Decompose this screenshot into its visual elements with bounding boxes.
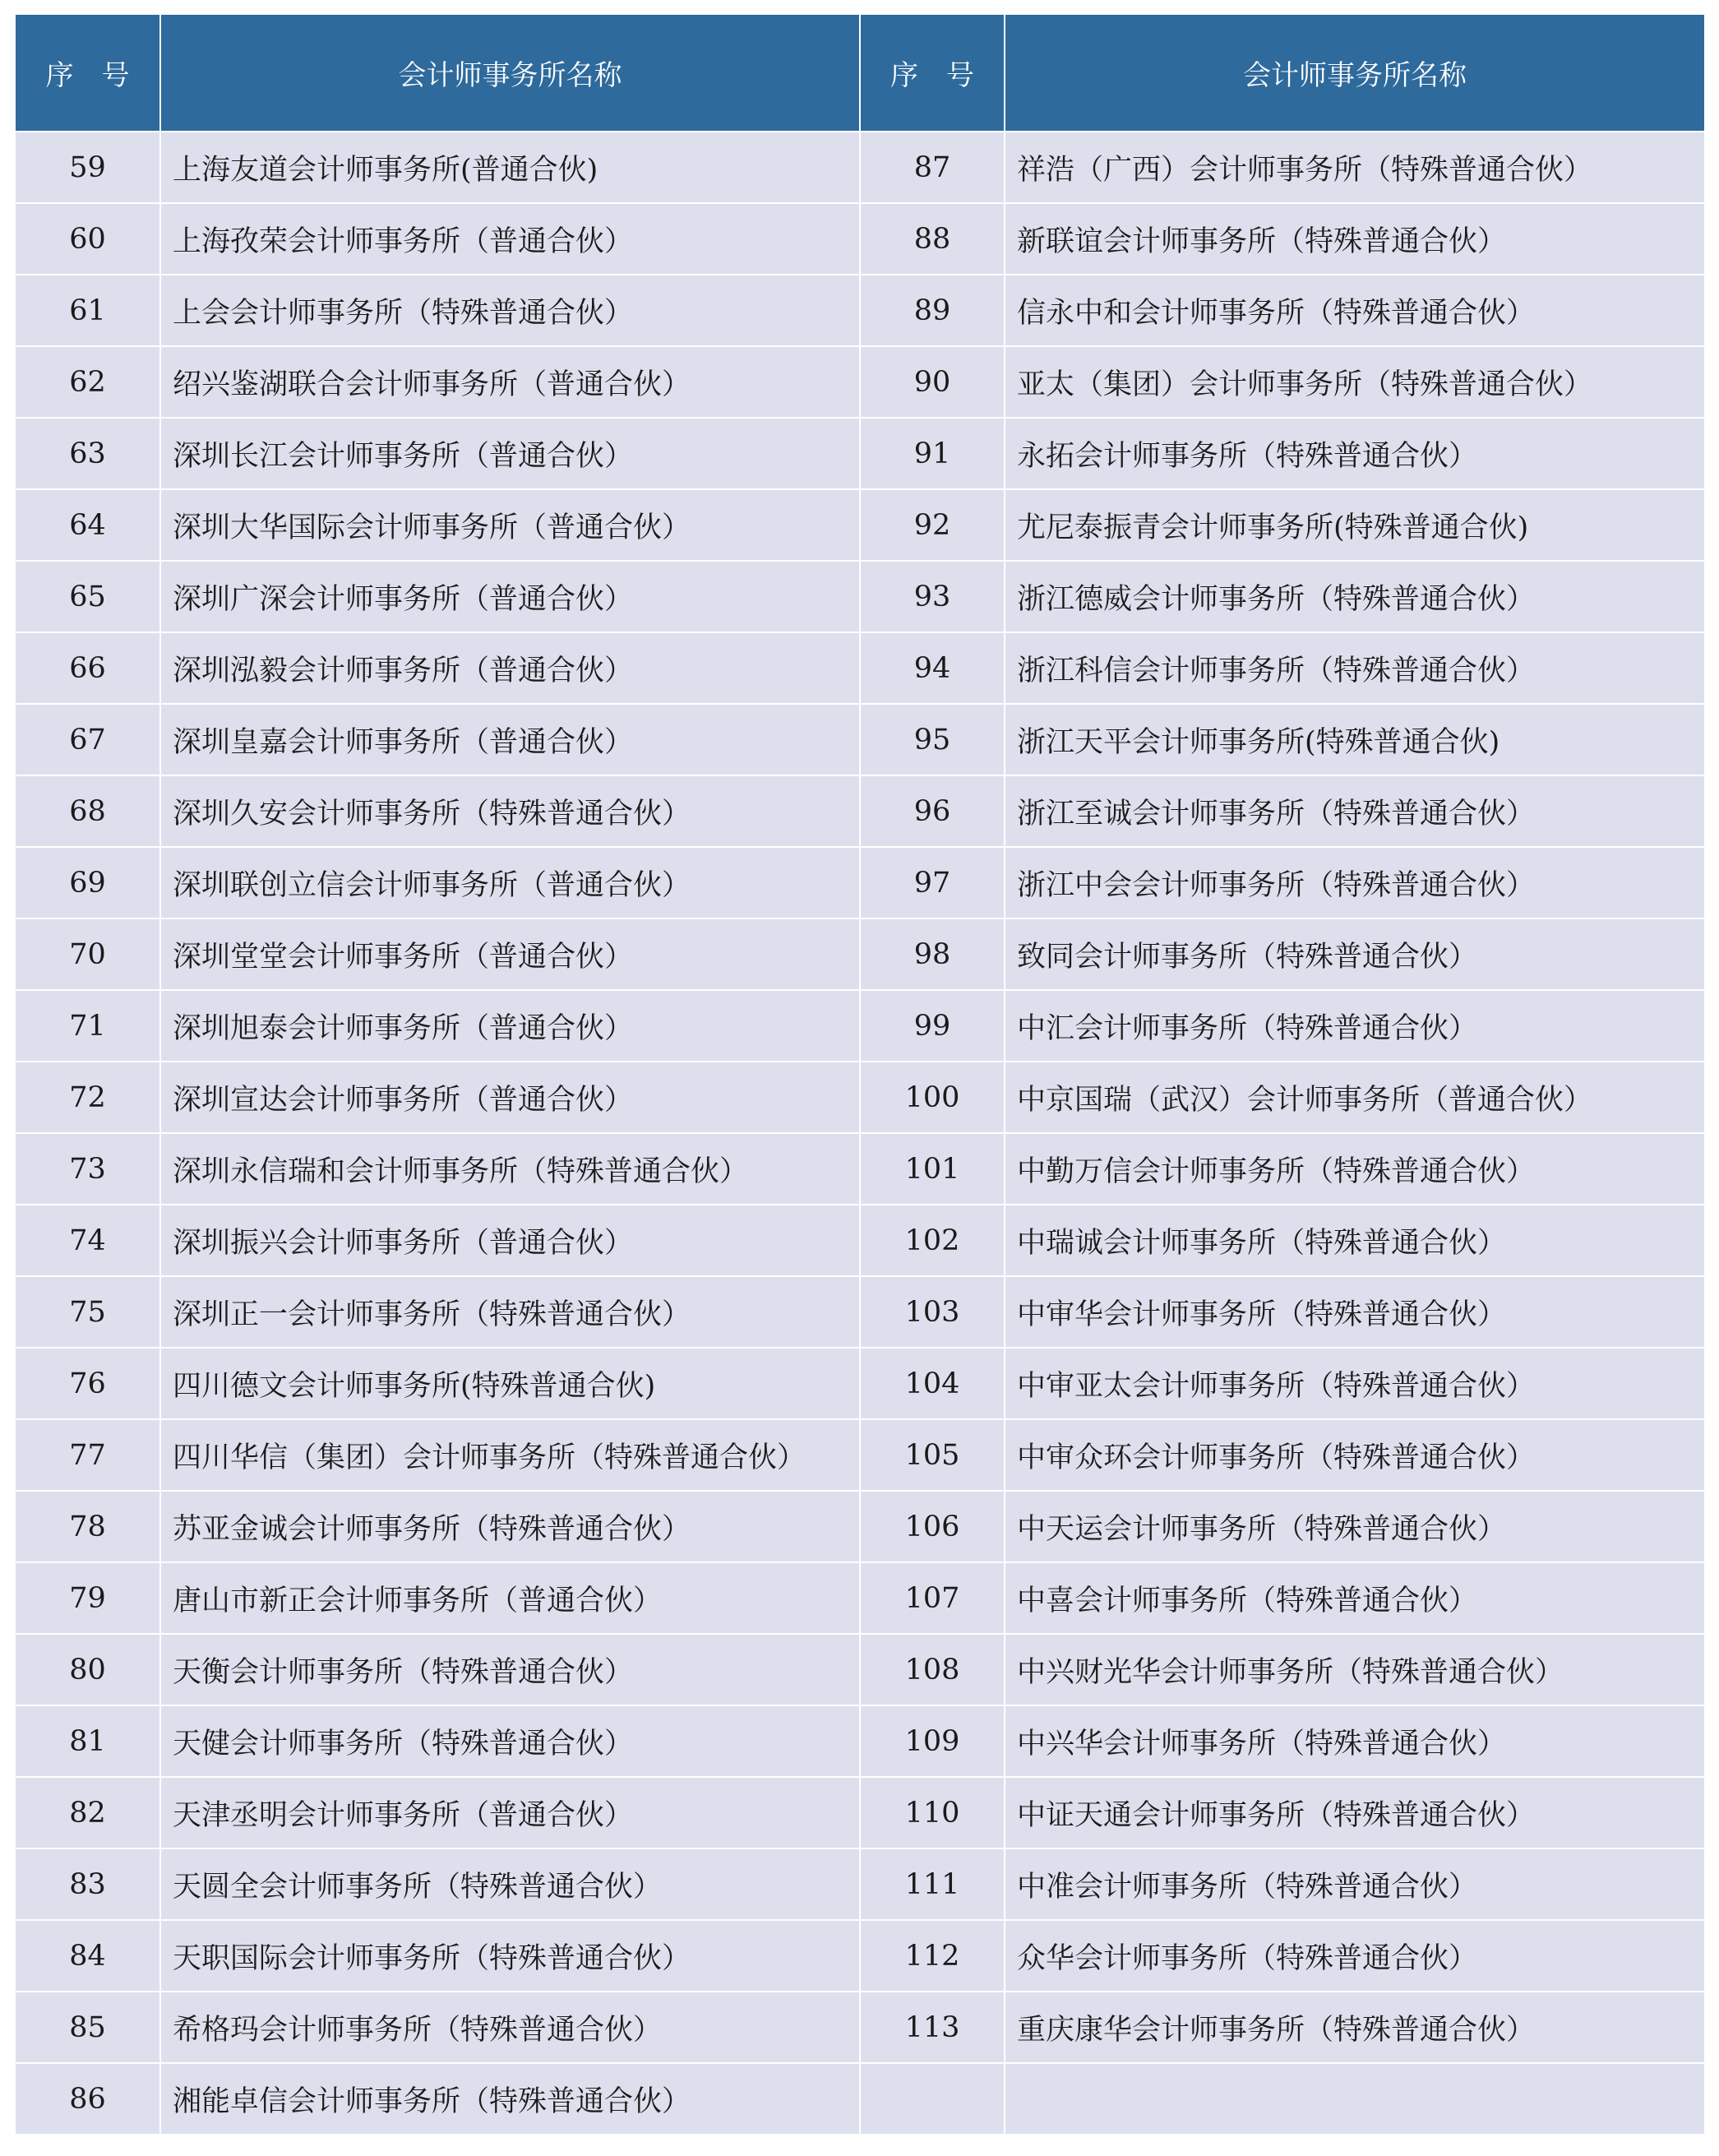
row-number-left: 60 [16, 203, 160, 275]
row-number-left: 76 [16, 1348, 160, 1419]
firm-name-right: 永拓会计师事务所（特殊普通合伙） [1005, 418, 1704, 489]
firm-name-left: 深圳旭泰会计师事务所（普通合伙） [160, 990, 860, 1062]
header-number-left: 序 号 [16, 15, 160, 132]
row-number-left: 79 [16, 1562, 160, 1634]
row-number-right: 99 [860, 990, 1005, 1062]
firm-name-right: 尤尼泰振青会计师事务所(特殊普通合伙) [1005, 489, 1704, 561]
row-number-left: 62 [16, 346, 160, 418]
firm-name-left: 深圳广深会计师事务所（普通合伙） [160, 561, 860, 632]
row-number-right: 111 [860, 1848, 1005, 1920]
row-number-right: 90 [860, 346, 1005, 418]
table-row [16, 2063, 1704, 2134]
row-number-left: 78 [16, 1491, 160, 1562]
table-row [16, 418, 1704, 489]
firm-name-right: 浙江科信会计师事务所（特殊普通合伙） [1005, 632, 1704, 704]
firm-name-right: 祥浩（广西）会计师事务所（特殊普通合伙） [1005, 132, 1704, 203]
row-number-left: 83 [16, 1848, 160, 1920]
row-number-right: 107 [860, 1562, 1005, 1634]
row-number-right: 100 [860, 1062, 1005, 1133]
row-number-right: 102 [860, 1205, 1005, 1276]
firm-name-right: 中审华会计师事务所（特殊普通合伙） [1005, 1276, 1704, 1348]
table-row [16, 1992, 1704, 2063]
row-number-right: 89 [860, 275, 1005, 346]
firm-name-left: 上会会计师事务所（特殊普通合伙） [160, 275, 860, 346]
firm-name-left: 湘能卓信会计师事务所（特殊普通合伙） [160, 2063, 860, 2134]
row-number-right: 91 [860, 418, 1005, 489]
firm-name-right: 中京国瑞（武汉）会计师事务所（普通合伙） [1005, 1062, 1704, 1133]
table-row [16, 1133, 1704, 1205]
firm-list-table-container [16, 15, 1703, 2134]
table-row [16, 1348, 1704, 1419]
firm-name-right: 浙江中会会计师事务所（特殊普通合伙） [1005, 847, 1704, 918]
row-number-right: 113 [860, 1992, 1005, 2063]
table-row [16, 990, 1704, 1062]
firm-name-right: 众华会计师事务所（特殊普通合伙） [1005, 1920, 1704, 1992]
firm-name-left: 深圳永信瑞和会计师事务所（特殊普通合伙） [160, 1133, 860, 1205]
firm-name-left: 上海孜荣会计师事务所（普通合伙） [160, 203, 860, 275]
table-row [16, 1705, 1704, 1777]
firm-name-right: 信永中和会计师事务所（特殊普通合伙） [1005, 275, 1704, 346]
table-row [16, 346, 1704, 418]
table-row [16, 561, 1704, 632]
firm-name-right: 中审众环会计师事务所（特殊普通合伙） [1005, 1419, 1704, 1491]
firm-name-left: 绍兴鉴湖联合会计师事务所（普通合伙） [160, 346, 860, 418]
firm-name-right: 致同会计师事务所（特殊普通合伙） [1005, 918, 1704, 990]
table-row [16, 918, 1704, 990]
firm-name-right: 中审亚太会计师事务所（特殊普通合伙） [1005, 1348, 1704, 1419]
row-number-right: 98 [860, 918, 1005, 990]
row-number-left: 66 [16, 632, 160, 704]
row-number-right: 88 [860, 203, 1005, 275]
row-number-left: 85 [16, 1992, 160, 2063]
row-number-right: 110 [860, 1777, 1005, 1848]
row-number-right [860, 2063, 1005, 2134]
row-number-left: 69 [16, 847, 160, 918]
table-row [16, 1491, 1704, 1562]
row-number-right: 97 [860, 847, 1005, 918]
firm-name-right: 中准会计师事务所（特殊普通合伙） [1005, 1848, 1704, 1920]
row-number-right: 106 [860, 1491, 1005, 1562]
firm-list-table [16, 15, 1704, 2134]
table-row [16, 203, 1704, 275]
row-number-left: 72 [16, 1062, 160, 1133]
table-row [16, 1562, 1704, 1634]
table-row [16, 275, 1704, 346]
row-number-left: 75 [16, 1276, 160, 1348]
table-row [16, 1848, 1704, 1920]
firm-name-right: 中证天通会计师事务所（特殊普通合伙） [1005, 1777, 1704, 1848]
firm-name-right: 中汇会计师事务所（特殊普通合伙） [1005, 990, 1704, 1062]
table-row [16, 1634, 1704, 1705]
table-row [16, 489, 1704, 561]
firm-name-left: 深圳长江会计师事务所（普通合伙） [160, 418, 860, 489]
firm-name-right: 亚太（集团）会计师事务所（特殊普通合伙） [1005, 346, 1704, 418]
row-number-left: 84 [16, 1920, 160, 1992]
header-firm-name-right: 会计师事务所名称 [1005, 15, 1704, 132]
row-number-left: 71 [16, 990, 160, 1062]
table-header-row [16, 15, 1704, 132]
row-number-left: 63 [16, 418, 160, 489]
firm-name-left: 希格玛会计师事务所（特殊普通合伙） [160, 1992, 860, 2063]
firm-name-left: 天职国际会计师事务所（特殊普通合伙） [160, 1920, 860, 1992]
header-number-right: 序 号 [860, 15, 1005, 132]
row-number-left: 81 [16, 1705, 160, 1777]
row-number-left: 70 [16, 918, 160, 990]
firm-name-right: 浙江天平会计师事务所(特殊普通合伙) [1005, 704, 1704, 775]
firm-name-left: 四川华信（集团）会计师事务所（特殊普通合伙） [160, 1419, 860, 1491]
table-row [16, 1419, 1704, 1491]
firm-name-right: 中兴财光华会计师事务所（特殊普通合伙） [1005, 1634, 1704, 1705]
table-row [16, 132, 1704, 203]
firm-name-left: 天健会计师事务所（特殊普通合伙） [160, 1705, 860, 1777]
row-number-right: 104 [860, 1348, 1005, 1419]
table-row [16, 1276, 1704, 1348]
firm-name-left: 深圳堂堂会计师事务所（普通合伙） [160, 918, 860, 990]
firm-name-right: 中天运会计师事务所（特殊普通合伙） [1005, 1491, 1704, 1562]
firm-name-left: 天衡会计师事务所（特殊普通合伙） [160, 1634, 860, 1705]
header-firm-name-left: 会计师事务所名称 [160, 15, 860, 132]
row-number-right: 101 [860, 1133, 1005, 1205]
firm-name-left: 深圳振兴会计师事务所（普通合伙） [160, 1205, 860, 1276]
table-row [16, 1777, 1704, 1848]
firm-name-right [1005, 2063, 1704, 2134]
row-number-right: 96 [860, 775, 1005, 847]
firm-name-right: 重庆康华会计师事务所（特殊普通合伙） [1005, 1992, 1704, 2063]
row-number-left: 73 [16, 1133, 160, 1205]
row-number-right: 95 [860, 704, 1005, 775]
row-number-right: 112 [860, 1920, 1005, 1992]
row-number-left: 67 [16, 704, 160, 775]
row-number-right: 108 [860, 1634, 1005, 1705]
table-row [16, 1920, 1704, 1992]
table-row [16, 704, 1704, 775]
row-number-left: 77 [16, 1419, 160, 1491]
firm-name-right: 中勤万信会计师事务所（特殊普通合伙） [1005, 1133, 1704, 1205]
firm-name-left: 深圳联创立信会计师事务所（普通合伙） [160, 847, 860, 918]
row-number-right: 105 [860, 1419, 1005, 1491]
firm-name-left: 深圳正一会计师事务所（特殊普通合伙） [160, 1276, 860, 1348]
firm-name-right: 浙江德威会计师事务所（特殊普通合伙） [1005, 561, 1704, 632]
row-number-left: 59 [16, 132, 160, 203]
table-row [16, 1062, 1704, 1133]
firm-name-left: 天圆全会计师事务所（特殊普通合伙） [160, 1848, 860, 1920]
row-number-left: 86 [16, 2063, 160, 2134]
firm-name-left: 深圳皇嘉会计师事务所（普通合伙） [160, 704, 860, 775]
firm-name-left: 深圳宣达会计师事务所（普通合伙） [160, 1062, 860, 1133]
table-row [16, 775, 1704, 847]
firm-name-left: 深圳大华国际会计师事务所（普通合伙） [160, 489, 860, 561]
firm-name-right: 中喜会计师事务所（特殊普通合伙） [1005, 1562, 1704, 1634]
row-number-left: 61 [16, 275, 160, 346]
firm-name-right: 中兴华会计师事务所（特殊普通合伙） [1005, 1705, 1704, 1777]
row-number-right: 94 [860, 632, 1005, 704]
firm-name-left: 天津丞明会计师事务所（普通合伙） [160, 1777, 860, 1848]
row-number-left: 82 [16, 1777, 160, 1848]
firm-name-right: 新联谊会计师事务所（特殊普通合伙） [1005, 203, 1704, 275]
row-number-right: 103 [860, 1276, 1005, 1348]
row-number-right: 109 [860, 1705, 1005, 1777]
firm-name-left: 唐山市新正会计师事务所（普通合伙） [160, 1562, 860, 1634]
table-row [16, 1205, 1704, 1276]
firm-name-left: 苏亚金诚会计师事务所（特殊普通合伙） [160, 1491, 860, 1562]
table-row [16, 632, 1704, 704]
row-number-right: 87 [860, 132, 1005, 203]
row-number-left: 65 [16, 561, 160, 632]
row-number-right: 93 [860, 561, 1005, 632]
firm-name-left: 深圳泓毅会计师事务所（普通合伙） [160, 632, 860, 704]
row-number-left: 68 [16, 775, 160, 847]
row-number-right: 92 [860, 489, 1005, 561]
firm-name-left: 深圳久安会计师事务所（特殊普通合伙） [160, 775, 860, 847]
firm-name-right: 中瑞诚会计师事务所（特殊普通合伙） [1005, 1205, 1704, 1276]
table-row [16, 847, 1704, 918]
firm-name-left: 四川德文会计师事务所(特殊普通合伙) [160, 1348, 860, 1419]
firm-name-left: 上海友道会计师事务所(普通合伙) [160, 132, 860, 203]
row-number-left: 74 [16, 1205, 160, 1276]
row-number-left: 80 [16, 1634, 160, 1705]
firm-name-right: 浙江至诚会计师事务所（特殊普通合伙） [1005, 775, 1704, 847]
row-number-left: 64 [16, 489, 160, 561]
